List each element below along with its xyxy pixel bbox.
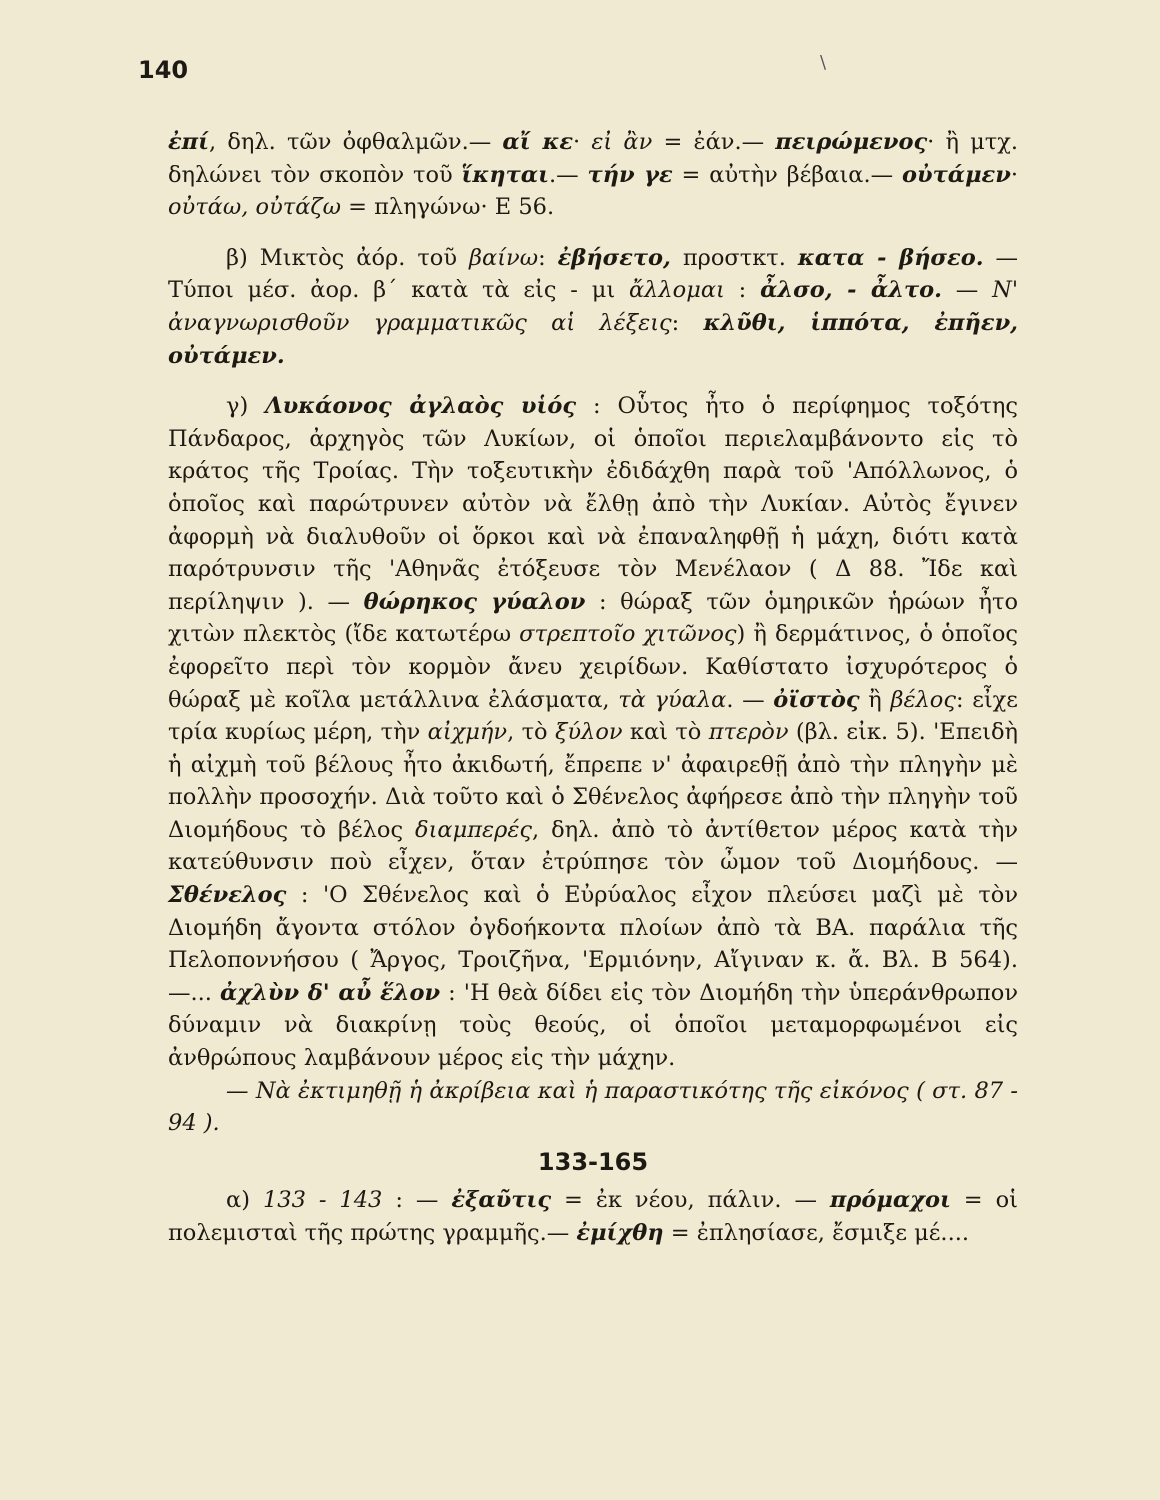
text-run: , τὸ bbox=[507, 719, 555, 746]
text-run: β) Μικτὸς ἀόρ. τοῦ bbox=[226, 244, 469, 271]
headword: ἵκηται bbox=[461, 161, 549, 188]
text-run: — Τύποι μέσ. ἀορ. β΄ κατὰ τὰ εἰς - μι bbox=[168, 244, 1019, 304]
headword: Σθένελος bbox=[168, 882, 287, 909]
text-run: , δηλ. τῶν ὀφθαλμῶν.— bbox=[209, 129, 503, 155]
text-run: .— bbox=[549, 161, 588, 188]
italic-term: οὐτάω, οὐτάζω bbox=[168, 194, 341, 221]
page-number: 140 bbox=[138, 56, 189, 84]
italic-term: τὰ γύαλα bbox=[618, 686, 727, 713]
headword: αἴ κε bbox=[502, 129, 574, 155]
text-run: : — bbox=[382, 1187, 452, 1214]
section-heading: 133-165 bbox=[537, 1147, 649, 1176]
headword: πειρώμενος bbox=[775, 129, 928, 155]
text-run: : Οὗτος ἦτο ὁ περίφημος τοξότης Πάνδαρος, ἀρχηγὸς τῶν Λυκίων, οἱ ὁποῖοι περιελαμβάνοντο εἰς τὸ κράτος τῆς Τροίας. Τὴν τοξευτικὴν ἐδιδάχθη παρὰ τοῦ 'Απόλλωνος, ὁ ὁποῖος καὶ παρώτρυνεν αὐτὸν νὰ ἔλθῃ ἀπὸ τὴν Λυκίαν. Αὐτὸς ἔγινεν ἀφορμὴ νὰ διαλυθοῦν οἱ ὅρκοι καὶ νὰ ἐπαναληφθῇ ἡ μάχη, διότι κατὰ παρότρυνσιν τῆς 'Αθηνᾶς ἐτόξευσε τὸν Μενέλαον ( Δ 88. Ἴδε καὶ περίληψιν ). — bbox=[168, 393, 1018, 615]
italic-term: ξύλον bbox=[554, 719, 623, 746]
headword: ὀϊστὸς bbox=[773, 686, 860, 713]
text-run: · ἢ μτχ. δηλώνει τὸν σκοπὸν τοῦ bbox=[168, 129, 1019, 188]
text-run: = πληγώνω· Ε 56. bbox=[340, 194, 555, 221]
text-run: , δηλ. ἀπὸ τὸ ἀντίθετον μέρος κατὰ τὴν κατεύθυνσιν ποὺ εἶχεν, ὅταν ἐτρύπησε τὸν ὦμον τοῦ Διομήδους. — bbox=[168, 816, 1018, 876]
italic-term: αἰχμήν bbox=[427, 719, 508, 746]
italic-term: 133 - 143 bbox=[262, 1187, 383, 1214]
italic-term: εἰ ἂν bbox=[591, 129, 653, 155]
headword: ἐβήσετο, bbox=[557, 244, 671, 271]
italic-term: ἄλλομαι bbox=[628, 277, 725, 304]
headword: ἐξαῦτις bbox=[451, 1187, 552, 1214]
headword: ἐμίχθη bbox=[576, 1220, 664, 1246]
text-run: γ) bbox=[226, 393, 266, 420]
text-run: · bbox=[1010, 161, 1018, 188]
text-run: : εἶχε τρία κυρίως μέρη, τὴν bbox=[168, 686, 1018, 746]
paragraph-gamma bbox=[168, 390, 1018, 1074]
text-run: = οἱ πολεμισταὶ τῆς πρώτης γραμμῆς.— bbox=[168, 1187, 1018, 1246]
text-run: ἢ bbox=[859, 686, 891, 713]
headword: κατα - βήσεο. bbox=[797, 244, 984, 271]
margin-mark: \ bbox=[820, 52, 827, 73]
italic-term: πτερὸν bbox=[708, 719, 789, 746]
paragraph-ept bbox=[168, 126, 1018, 224]
headword: Λυκάονος ἀγλαὸς υἱός bbox=[265, 393, 577, 420]
text-run: : θώραξ τῶν ὁμηρικῶν ἡρώων ἦτο χιτὼν πλεκτὸς (ἴδε κατωτέρω bbox=[168, 588, 1018, 648]
paragraph-beta bbox=[168, 242, 1018, 372]
italic-term: διαμπερές bbox=[415, 816, 532, 843]
text-run: = ἐάν.— bbox=[652, 129, 776, 155]
text-run: προστκτ. bbox=[670, 244, 798, 271]
text-run: ) ἢ δερμάτινος, ὁ ὁποῖος ἐφορεῖτο περὶ τὸν κορμὸν ἄνευ χειρίδων. Καθίστατο ἰσχυρότερος ὁ θώραξ μὲ κοῖλα μετάλλινα ἐλάσματα, bbox=[168, 621, 1018, 713]
headword: κλῦθι, ἱππότα, ἐπῆεν, οὐτάμεν. bbox=[168, 309, 1019, 369]
headword: πρόμαχοι bbox=[829, 1187, 951, 1214]
italic-term: — Νὰ ἐκτιμηθῇ ἡ ἀκρίβεια καὶ ἡ παραστικότης τῆς εἰκόνος ( στ. 87 - 94 ). bbox=[168, 1077, 1018, 1137]
text-run: (βλ. εἰκ. 5). 'Επειδὴ ἡ αἰχμὴ τοῦ βέλους ἦτο ἀκιδωτή, ἔπρεπε ν' ἀφαιρεθῇ ἀπὸ τὴν πληγὴν μὲ πολλὴν προσοχήν. Διὰ τοῦτο καὶ ὁ Σθένελος ἀφήρεσε ἀπὸ τὴν πληγὴν τοῦ Διομήδους τὸ βέλος bbox=[168, 719, 1019, 843]
text-run: α) bbox=[226, 1187, 263, 1214]
headword: θώρηκος γύαλον bbox=[363, 588, 586, 615]
text-run: : bbox=[538, 244, 558, 271]
text-run: : 'Η θεὰ δίδει εἰς τὸν Διομήδη τὴν ὑπεράνθρωπον δύναμιν νὰ διακρίνῃ τοὺς θεούς, οἱ ὁποῖοι μεταμορφωμένοι εἰς ἀνθρώπους λαμβάνουν μέρος εἰς τὴν μάχην. bbox=[168, 979, 1018, 1072]
text-run: : bbox=[724, 277, 761, 304]
headword: τήν γε bbox=[587, 161, 673, 188]
headword: ἆλσο, - ἆλτο. bbox=[760, 277, 942, 304]
text-run: — bbox=[942, 277, 993, 304]
text-run: : 'Ο Σθένελος καὶ ὁ Εὐρύαλος εἶχον πλεύσει μαζὶ μὲ τὸν Διομήδη ἄγοντα στόλον ὀγδοήκοντα πλοίων ἀπὸ τὰ ΒΑ. παράλια τῆς Πελοποννήσου ( Ἄργος, Τροιζῆνα, 'Ερμιόνην, Αἴγιναν κ. ἄ. Βλ. Β 564). —... bbox=[168, 882, 1018, 1006]
italic-term: βαίνω bbox=[469, 244, 539, 271]
text-run: = ἐπλησίασε, ἔσμιξε μέ.... bbox=[663, 1220, 970, 1246]
text-run: · bbox=[573, 129, 592, 155]
italic-term: Ν' ἀναγνωρισθοῦν γραμματικῶς αἱ λέξεις bbox=[168, 277, 1018, 336]
text-run: καὶ τὸ bbox=[622, 719, 709, 746]
headword: ἀχλὺν δ' αὖ ἕλον bbox=[219, 979, 441, 1006]
italic-term: στρεπτοῖο χιτῶνος bbox=[519, 621, 737, 648]
text-run: . — bbox=[726, 686, 774, 713]
text-run: = αὐτὴν βέβαια.— bbox=[672, 161, 902, 188]
headword: οὐτάμεν bbox=[902, 161, 1011, 188]
body-text bbox=[168, 126, 1018, 1250]
text-run: = ἐκ νέου, πάλιν. — bbox=[551, 1187, 830, 1214]
text-run: : bbox=[671, 309, 704, 336]
paragraph-exercise bbox=[168, 1075, 1018, 1140]
headword: ἐπί bbox=[168, 129, 210, 155]
italic-term: βέλος bbox=[890, 686, 956, 713]
paragraph-alpha bbox=[168, 1184, 1018, 1249]
